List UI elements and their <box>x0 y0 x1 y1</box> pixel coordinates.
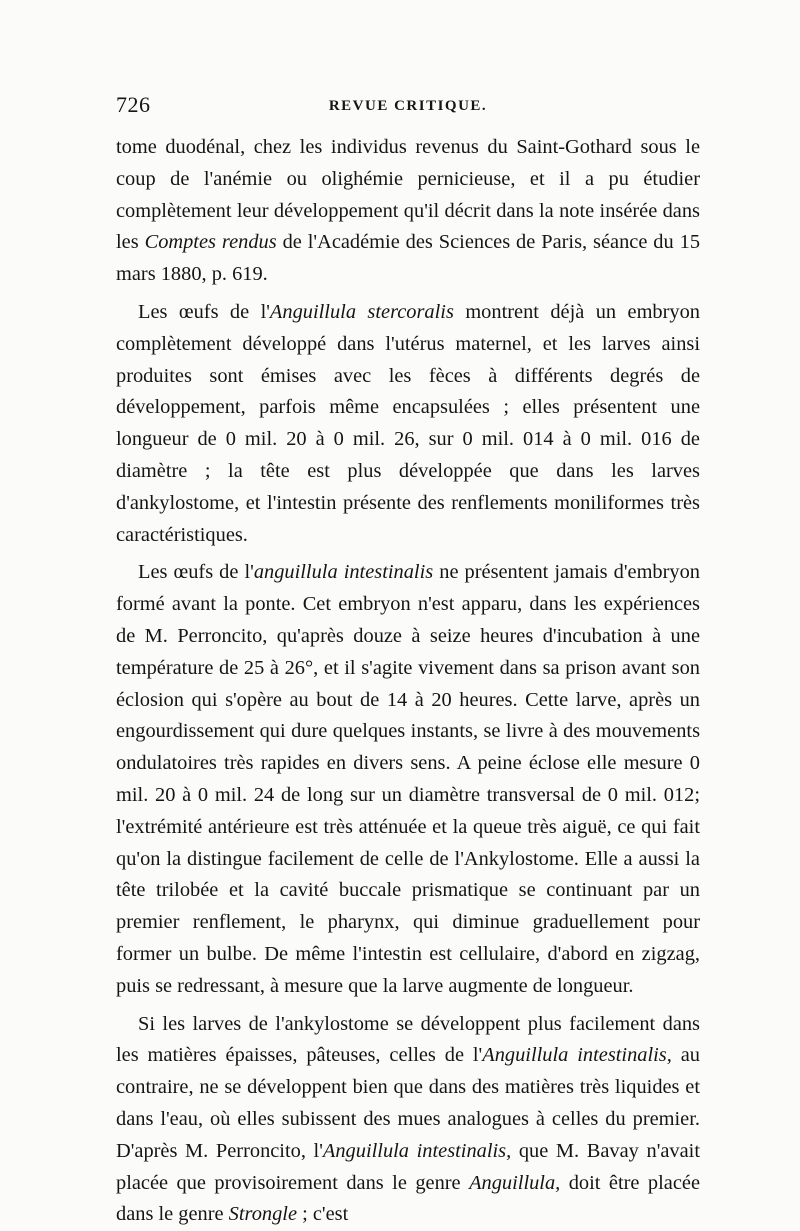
body-text <box>116 132 700 1231</box>
page-header <box>116 92 700 132</box>
italic-title: Comptes rendus <box>144 231 277 254</box>
italic-genus: Strongle <box>228 1203 298 1226</box>
paragraph-4 <box>116 1009 700 1231</box>
text-run: Les œufs de l' <box>138 561 254 584</box>
text-run: Les œufs de l' <box>138 300 270 323</box>
text-run: ne présentent jamais d'embryon formé avant la ponte. Cet embryon n'est apparu, dans les expériences de M. Perroncito, qu'après douze à seize heures d'incubation à une température de 25 à 26°, et il s'agite vivement dans sa prison avant son éclosion qui s'opère au bout de 14 à 20 heures. Cette larve, après un engourdissement qui dure quelques instants, se livre à des mouvements ondulatoires très rapides en divers sens. A peine éclose elle mesure 0 mil. 20 à 0 mil. 24 de long sur un diamètre transversal de 0 mil. 012; l'extrémité antérieure est très atténuée et la queue très aiguë, ce qui fait qu'on la distingue facilement de celle de l'Ankylostome. Elle a aussi la tête trilobée et la cavité buccale prismatique se continuant par un premier renflement, le pharynx, qui diminue graduellement pour former un bulbe. De même l'intestin est cellulaire, d'abord en zigzag, puis se redressant, à mesure que la larve augmente de longueur. <box>116 561 700 997</box>
page-number: 726 <box>116 92 151 117</box>
text-run: Si les larves de l'ankylostome se développent plus facilement dans les matières épaisses, pâteuses, celles de l' <box>116 1012 700 1067</box>
italic-genus: Anguillula, <box>469 1171 561 1194</box>
paragraph-1 <box>116 132 700 291</box>
text-run: que M. Bavay n'avait placée que provisoirement dans le genre <box>116 1139 700 1194</box>
paragraph-3 <box>116 557 700 1002</box>
text-run: ; c'est <box>297 1203 349 1226</box>
paragraph-2 <box>116 297 700 551</box>
running-title: REVUE CRITIQUE. <box>328 98 488 114</box>
text-run: de l'Académie des Sciences de Paris, séance du 15 mars 1880, p. 619. <box>116 231 701 286</box>
text-run: doit être placée dans le genre <box>116 1171 700 1226</box>
italic-species: Anguillula intestinalis, <box>322 1139 512 1162</box>
text-run: tome duodénal, chez les individus revenus du Saint-Gothard sous le coup de l'anémie ou olighémie pernicieuse, et il a pu étudier complètement leur développement qu'il décrit dans la note insérée dans les <box>116 136 700 254</box>
italic-species: anguillula intestinalis <box>253 561 434 584</box>
text-run: montrent déjà un embryon complètement développé dans l'utérus maternel, et les larves ainsi produites sont émises avec les fèces à différents degrés de développement, parfois même encapsulées ; elles présentent une longueur de 0 mil. 20 à 0 mil. 26, sur 0 mil. 014 à 0 mil. 016 de diamètre ; la tête est plus développée que dans les larves d'ankylostome, et l'intestin présente des renflements moniliformes très caractéristiques. <box>116 300 701 546</box>
italic-species: Anguillula intestinalis, <box>482 1044 672 1067</box>
text-run: au contraire, ne se développent bien que dans des matières très liquides et dans l'eau, où elles subissent des mues analogues à celles du premier. D'après M. Perroncito, l' <box>116 1044 700 1162</box>
italic-species: Anguillula stercoralis <box>269 300 454 323</box>
